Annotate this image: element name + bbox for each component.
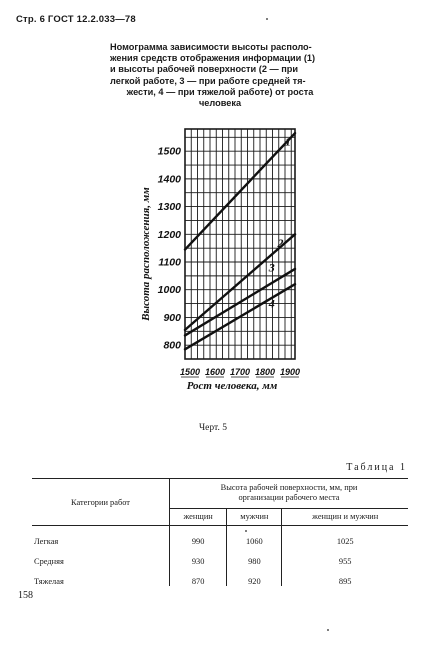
work-height-table: [32, 478, 408, 586]
y-tick-label: 1200: [157, 228, 181, 241]
subheader-both: женщин и мужчин: [282, 508, 408, 525]
caption-line: Номограмма зависимости высоты располо-: [110, 42, 312, 52]
cell-men: 920: [227, 566, 282, 586]
y-tick-label: 1500: [157, 145, 181, 158]
row-category: Средняя: [32, 546, 170, 566]
scan-speck: [245, 530, 247, 532]
y-axis-label: Высота расположения, мм: [140, 187, 152, 321]
table-row: [32, 546, 408, 566]
scan-speck: [266, 18, 268, 20]
series-label-3: 3: [268, 260, 275, 275]
cell-men: 1060: [227, 526, 282, 547]
caption-line: человека: [198, 98, 242, 109]
y-tick-label: 1000: [157, 284, 181, 297]
caption-line: жести, 4 — при тяжелой работе) от роста: [126, 86, 314, 97]
x-axis-label: Рост человека, мм: [186, 380, 278, 392]
cell-women: 930: [191, 557, 205, 566]
cell-both: 895: [338, 577, 352, 586]
header-group: [170, 479, 409, 509]
page-number: 158: [18, 590, 33, 601]
x-tick-label: 1900: [279, 367, 301, 377]
x-tick-label: 1800: [254, 367, 276, 377]
header-group-line: организации рабочего места: [238, 493, 340, 503]
y-tick-label: 900: [163, 311, 181, 324]
cell-both: 1025: [336, 537, 354, 546]
figure-label: Черт. 5: [199, 423, 227, 433]
cell-women: 870: [191, 577, 205, 586]
figure-caption: [110, 42, 330, 109]
cell-women: 990: [191, 537, 205, 546]
x-tick-label: 1500: [179, 367, 201, 377]
x-tick-label: 1700: [229, 367, 251, 377]
y-tick-label: 800: [163, 339, 181, 352]
y-tick-label: 1400: [157, 173, 181, 186]
row-category: Тяжелая: [32, 566, 170, 586]
caption-line: жения средств отображения информации (1): [110, 53, 316, 64]
cell-men: 980: [227, 546, 282, 566]
series-label-2: 2: [277, 235, 284, 250]
caption-line: легкой работе, 3 — при работе средней тя-: [110, 75, 306, 86]
y-tick-label: 1100: [158, 256, 181, 269]
cell-both: 955: [338, 557, 352, 566]
series-label-1: 1: [285, 134, 291, 149]
table-label: Таблица 1: [346, 462, 407, 473]
x-tick-label: 1600: [204, 367, 226, 377]
scan-speck: [327, 629, 329, 631]
caption-line: и высоты рабочей поверхности (2 — при: [110, 64, 299, 75]
table-row: [32, 526, 408, 547]
header-category: Категории работ: [32, 479, 170, 526]
header-group-line: Высота рабочей поверхности, мм, при: [220, 483, 358, 493]
table-row: [32, 566, 408, 586]
nomogram-chart: [125, 114, 325, 414]
row-category: Легкая: [32, 526, 170, 547]
y-tick-label: 1300: [157, 201, 181, 214]
subheader-men: мужчин: [227, 508, 282, 525]
subheader-women: женщин: [170, 508, 227, 525]
page-header: Стр. 6 ГОСТ 12.2.033—78: [16, 14, 136, 25]
series-label-4: 4: [268, 296, 275, 311]
